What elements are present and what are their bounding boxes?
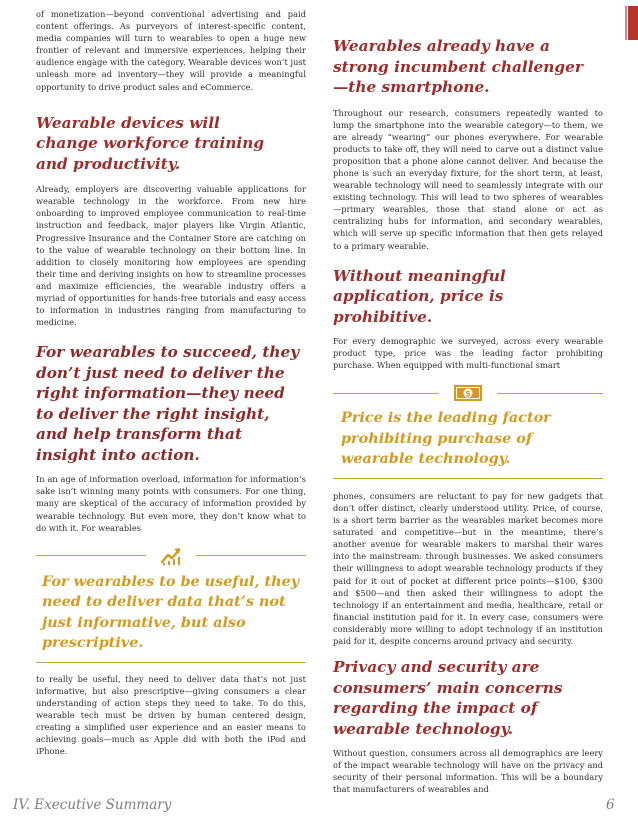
right-paragraph-2: For every demographic we surveyed, across every wearable product type, price was the leading factor prohibiting purchase. When equipped with multi-functional smart	[333, 336, 603, 371]
right-column	[333, 8, 603, 796]
corner-tab	[628, 6, 638, 40]
heading-smartphone: Wearables already have a strong incumbent challenger—the smartphone.	[333, 37, 583, 96]
heading-privacy: Privacy and security are consumers’ main concerns regarding the impact of wearable technology.	[333, 658, 563, 738]
dollar-bill-icon	[453, 384, 483, 402]
pull-quote-left-text: For wearables to be useful, they need to deliver data that’s not just informative, but also prescriptive.	[42, 572, 300, 652]
left-paragraph-2: Already, employers are discovering valuable applications for wearable technology in the workforce. From new hire onboarding to improved employee communication to real-time instruction and feedback, major players like Virgin Atlantic, Progressive Insurance and the Container Store are catching on to the value of wearable technology on their bottom line. In addition to closely monitoring how employees are spending their time and deriving insights on how to streamline processes and maximize efficiencies, the wearable industry offers a myriad of opportunities for hands-free tutorials and easy access to information in industries ranging from manufacturing to medicine.	[36, 184, 306, 328]
heading-workforce: Wearable devices will change workforce training and productivity.	[36, 113, 265, 173]
page-number: 6	[606, 797, 615, 813]
trend-chart-icon	[160, 546, 182, 566]
heading-price: Without meaningful application, price is prohibitive.	[333, 266, 506, 326]
right-paragraph-3: phones, consumers are reluctant to pay for new gadgets that don’t offer distinct, clearly understood utility. Price, of course, is a short term barrier as the wearables market becomes more saturated and competitive—but in the meantime, there’s another avenue for wearable makers to marshal their wares into the mainstream: through businesses. We asked consumers their willingness to adopt wearable technology products if they paid for it out of pocket at different price points—$100, $300 and $500—and then asked their willingness to adopt the technology if an entertainment and media, healthcare, retail or financial institution paid for it. In every case, consumers were considerably more willing to adopt technology if an institution paid for it, despite concerns around privacy and security.	[333, 490, 603, 647]
left-paragraph-1: of monetization—beyond conventional advertising and paid content offerings. As purveyors of interest-specific content, media companies will turn to wearables to open a huge new frontier of relevant and immersive experiences, helping their audience engage with the category. Wearable devices won’t just unleash more ad inventory—they will provide a meaningful opportunity to drive product sales and eCommerce.	[36, 9, 306, 92]
right-paragraph-1: Throughout our research, consumers repeatedly wanted to lump the smartphone into the wearable category—to them, we are already “wearing” our phones everywhere. For wearable products to take off, they will need to carve out a distinct value proposition that a phone alone cannot deliver. And because the phone is such an everyday fixture, for the short term, at least, wearable technology will need to seamlessly integrate with our existing technology. This will lead to two spheres of wearables—primary wearables, those that stand alone or act as centralizing hubs for information, and secondary wearables, which will serve up specific information that then gets relayed to a primary wearable.	[333, 107, 603, 251]
pull-quote-right-text: Price is the leading factor prohibiting purchase of wearable technology.	[341, 409, 551, 468]
footer-section-title: IV. Executive Summary	[13, 797, 172, 813]
right-paragraph-4: Without question, consumers across all demographics are leery of the impact wearable technology will have on the privacy and security of their personal information. This will be a boundary that manufacturers of wearables and	[333, 748, 603, 795]
left-column	[36, 8, 306, 757]
left-paragraph-4: to really be useful, they need to deliver data that’s not just informative, but also prescriptive—giving consumers a clear understanding of action steps they need to take. To do this, wearable tech must be driven by human centered design, creating a simplified user experience and an easier means to achieving goals—much as Apple did with both the iPod and iPhone.	[36, 673, 306, 757]
svg-text:$: $	[465, 389, 471, 399]
pull-quote-left	[36, 546, 306, 663]
heading-succeed: For wearables to succeed, they don’t just need to deliver the right information—they need to deliver the right insight, and help transform that insight into action.	[36, 343, 300, 464]
left-paragraph-3: In an age of information overload, information for information’s sake isn’t winning many points with consumers. For one thing, many are skeptical of the accuracy of information provided by wearable technology. But even more, they don’t know what to do with it. For wearables	[36, 474, 306, 533]
pull-quote-right	[333, 384, 603, 479]
